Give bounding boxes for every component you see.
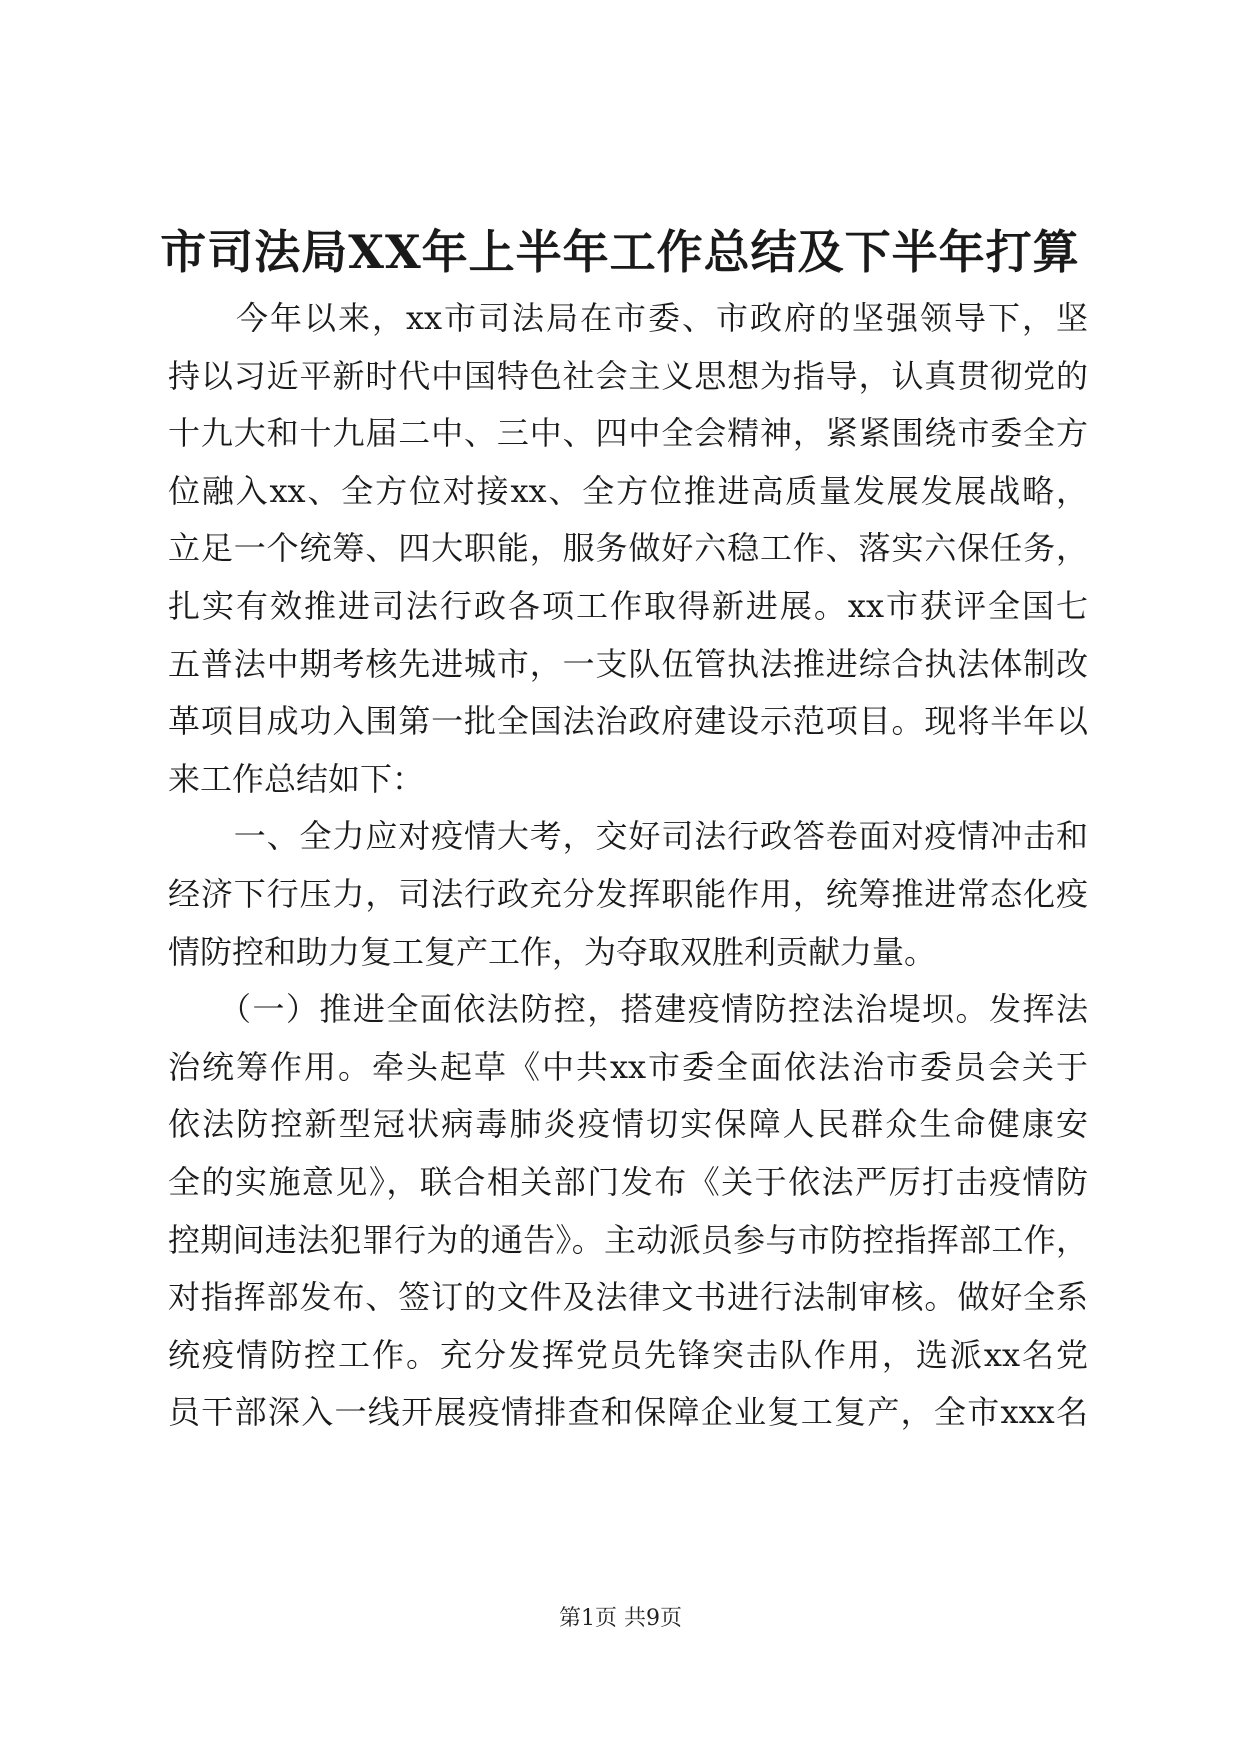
- body-line: 十九大和十九届二中、三中、四中全会精神，紧紧围绕市委全方: [168, 414, 1088, 453]
- body-line: 情防控和助力复工复产工作，为夺取双胜利贡献力量。: [168, 932, 937, 971]
- body-line: 全的实施意见》，联合相关部门发布《关于依法严厉打击疫情防: [168, 1162, 1088, 1201]
- body-line: 治统筹作用。牵头起草《中共xx市委全面依法治市委员会关于: [168, 1047, 1088, 1086]
- body-line: 员干部深入一线开展疫情排查和保障企业复工复产，全市xxx名: [168, 1393, 1088, 1432]
- body-line: 立足一个统筹、四大职能，服务做好六稳工作、落实六保任务，: [168, 529, 1088, 568]
- body-line: 经济下行压力，司法行政充分发挥职能作用，统筹推进常态化疫: [168, 874, 1088, 913]
- body-line: 来工作总结如下：: [168, 759, 425, 798]
- body-line: 位融入xx、全方位对接xx、全方位推进高质量发展发展战略，: [168, 471, 1088, 510]
- body-line: 革项目成功入围第一批全国法治政府建设示范项目。现将半年以: [168, 702, 1088, 741]
- body-line: 控期间违法犯罪行为的通告》。主动派员参与市防控指挥部工作，: [168, 1220, 1088, 1259]
- document-title: 市司法局XX年上半年工作总结及下半年打算: [160, 225, 1080, 279]
- body-line: 今年以来，xx市司法局在市委、市政府的坚强领导下，坚: [168, 299, 1088, 337]
- body-line: 依法防控新型冠状病毒肺炎疫情切实保障人民群众生命健康安: [168, 1105, 1088, 1144]
- body-line: 一、全力应对疫情大考，交好司法行政答卷面对疫情冲击和: [168, 817, 1088, 856]
- body-line: （一）推进全面依法防控，搭建疫情防控法治堤坝。发挥法: [168, 990, 1088, 1029]
- body-line: 对指挥部发布、签订的文件及法律文书进行法制审核。做好全系: [168, 1278, 1088, 1317]
- body-line: 统疫情防控工作。充分发挥党员先锋突击队作用，选派xx名党: [168, 1335, 1088, 1374]
- body-line: 扎实有效推进司法行政各项工作取得新进展。xx市获评全国七: [168, 586, 1088, 625]
- page-number-footer: 第1页 共9页: [559, 1606, 682, 1631]
- body-line: 五普法中期考核先进城市，一支队伍管执法推进综合执法体制改: [168, 644, 1088, 683]
- body-line: 持以习近平新时代中国特色社会主义思想为指导，认真贯彻党的: [168, 356, 1088, 395]
- document-body: [168, 290, 1088, 1442]
